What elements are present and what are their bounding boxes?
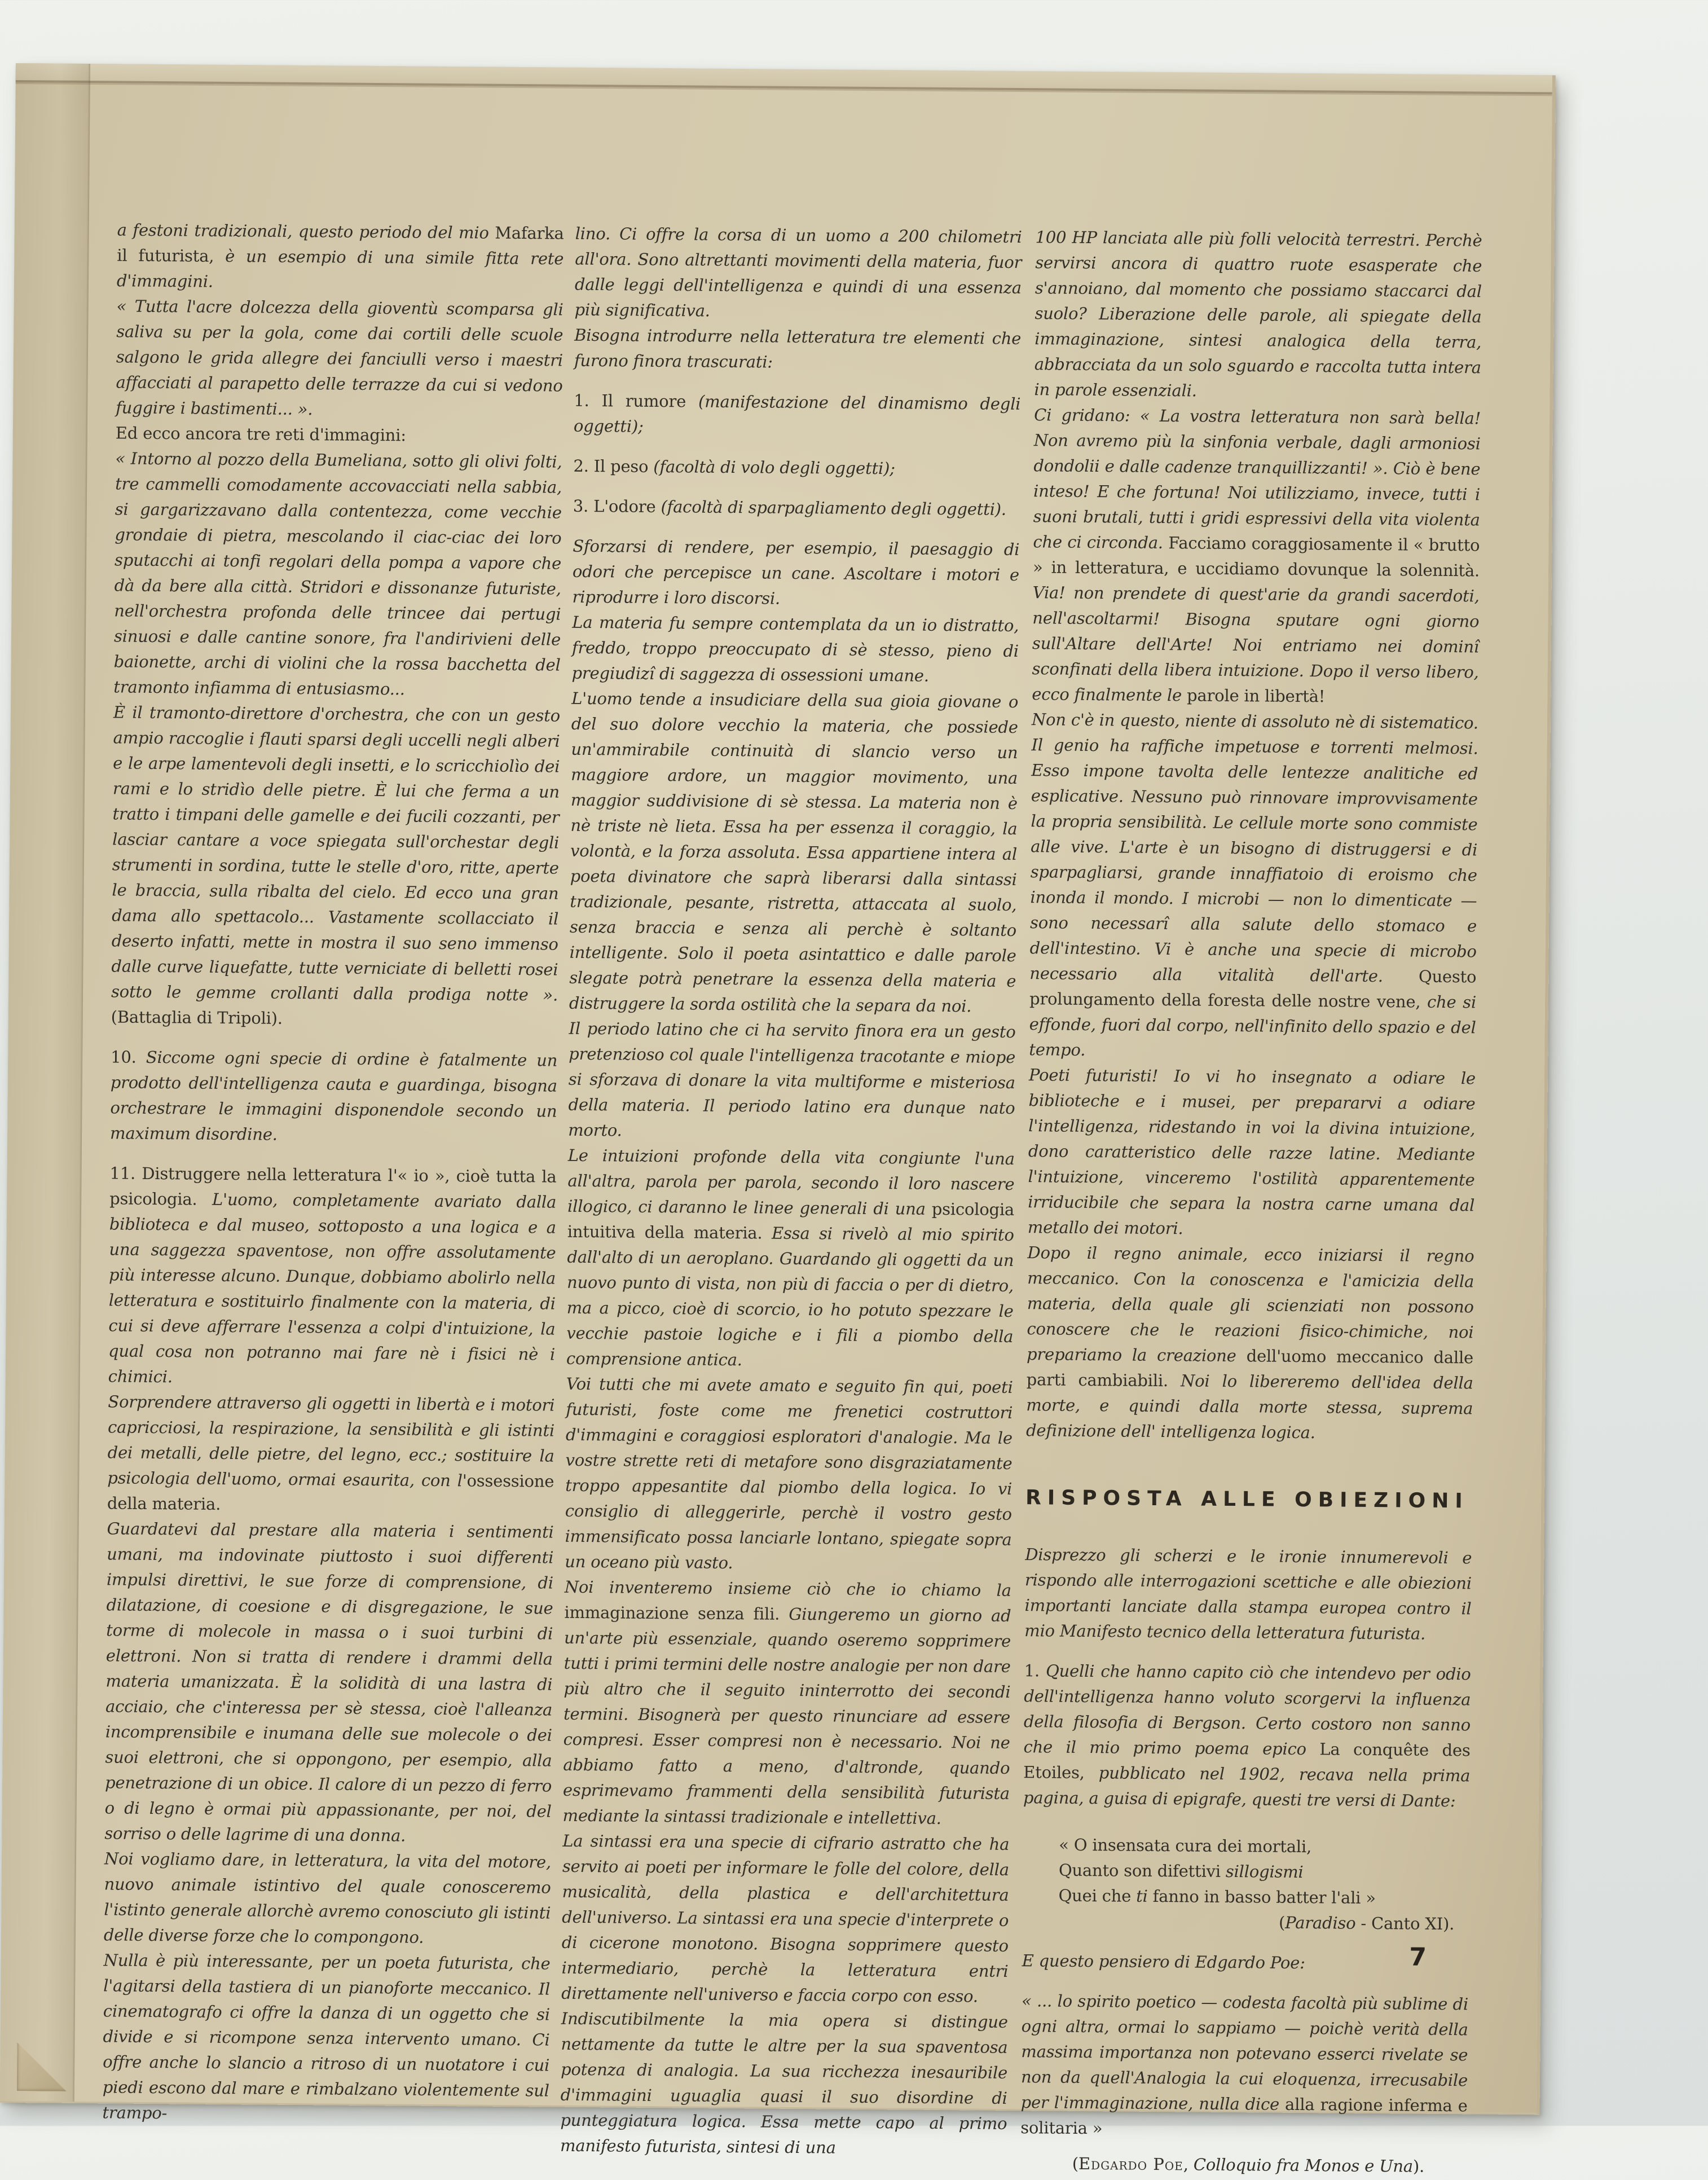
text-run: Colloquio fra Monos e Una (1193, 2155, 1414, 2176)
paragraph (116, 293, 564, 424)
text-run: E questo pensiero di Edgardo Poe: (1022, 1951, 1305, 1973)
text-run: Sorprendere attraverso gli oggetti in libertà e i motori capricciosi, la respirazione, la sensibilità e gli istinti dei metalli, delle pietre, del legno, ecc.; sostituire la psicologia dell'uomo, ormai esaurita, con l' (107, 1392, 555, 1491)
paragraph (560, 2006, 1008, 2162)
paragraph (1022, 1908, 1469, 1937)
paragraph (568, 1016, 1016, 1146)
text-run: Noi lo libereremo dell'idea della morte, e quindi dalla morte stessa, suprema definizione dell' intelligenza logica. (1025, 1371, 1473, 1443)
paragraph (1020, 1988, 1468, 2144)
text-run: immaginazione senza fili. (564, 1602, 789, 1624)
text-run: Le intuizioni profonde della vita congiunte l'una all'altra, parola per parola, secondo il loro nascere illogico, ci daranno le linee generali di una (567, 1145, 1015, 1219)
text-run: « ... lo spirito poetico — codesta facoltà più sublime di ogni altra, ormai lo sappiamo — poichè verità della massima importanza non potevano esserci rivelate se non da quell'Analogia la cui eloquenza, irrecusabile per l'immaginazione, nulla dice (1020, 1991, 1469, 2114)
column-3 (1020, 225, 1482, 2179)
text-run: Il periodo latino che ci ha servito finora era un gesto pretenzioso col quale l'intelligenza tracotante e miope si sforzava di donare la vita multiforme e misteriosa della materia. Il periodo latino era dunque nato morto. (568, 1018, 1016, 1140)
text-run: Mafarka il futurista, (117, 223, 564, 266)
text-run: Guardatevi dal prestare alla materia i sentimenti umani, ma indovinate piuttosto i suoi differenti impulsi direttivi, le sue forze di comprensione, di dilatazione, di coesione e di disgregazione, le sue torme di molecole in massa o i suoi turbini di elettroni. Non si tratta di rendere i drammi della materia umanizzata. È la solidità di una lastra di acciaio, che c'interessa per sè stessa, cioè l'alleanza incomprensibile e inumana delle sue molecole o dei suoi elettroni, che si oppongono, per esempio, alla penetrazione di un obice. Il calore di un pezzo di ferro o di legno è ormai più appassionante, per noi, del sorriso o delle lagrime di una donna. (104, 1519, 554, 1845)
text-run: Quanto son difettivi (1058, 1860, 1226, 1881)
text-run: La conquête des Etoiles, (1023, 1739, 1471, 1783)
text-run: 10. (111, 1047, 146, 1067)
text-run: ossessione della materia. (107, 1471, 554, 1514)
text-run: lino. Ci offre la corsa di un uomo a 200 chilometri all'ora. Sono altrettanti movimenti della materia, fuor dalle leggi dell'intelligenza e quindi di una essenza più significativa. (574, 223, 1022, 320)
text-run: Disprezzo gli scherzi e le ironie innumerevoli e rispondo alle interrogazioni scettiche e alle obiezioni importanti lanciate dalla stampa europea contro il mio Manifesto tecnico della letteratura futurista. (1024, 1545, 1472, 1643)
text-run: fanno in basso batter l'ali » (1147, 1886, 1376, 1908)
text-run: Edgardo Poe (1078, 2153, 1183, 2174)
paragraph (569, 686, 1019, 1019)
column-2 (560, 221, 1022, 2162)
text-run: (facoltà di sparpagliamento degli oggetti). (661, 497, 1007, 519)
text-run: (Battaglia di Tripoli). (111, 1007, 283, 1028)
text-run: RISPOSTA ALLE OBIEZIONI (1025, 1486, 1469, 1513)
paragraph (565, 1372, 1013, 1578)
text-run: Quelli che hanno capito ciò che intendevo per odio dell'intelligenza hanno voluto scorgervi la influenza della filosofia di Bergson. Certo costoro non sanno che il mio primo poema epico (1023, 1661, 1471, 1759)
paragraph (572, 534, 1019, 613)
paragraph (104, 1846, 551, 1951)
text-run: Essa si rivelò al mio spirito dall'alto di un aeroplano. Guardando gli oggetti da un nuovo punto di vista, non più di faccia o per di dietro, ma a picco, cioè di scorcio, io ho potuto spezzare le vecchie pastoie logiche e i fili a piombo della comprensione antica. (566, 1223, 1014, 1370)
text-run: Questo prolungamento della foresta delle nostre vene, (1029, 966, 1477, 1012)
text-run: (facoltà di volo degli oggetti); (653, 456, 895, 478)
text-run: , (1183, 2155, 1194, 2174)
text-run: Noi vogliamo dare, in letteratura, la vita del motore, nuovo animale istintivo del quale conosceremo l'istinto generale allorchè avremo conosciuto gli istinti delle diverse forze che lo compongono. (103, 1849, 552, 1947)
text-run: ti (1136, 1886, 1148, 1906)
column-1 (102, 217, 564, 2129)
text-run: parole in libertà! (1186, 685, 1326, 706)
page-gutter-crease (0, 63, 90, 2102)
text-run: Sforzarsi di rendere, per esempio, il paesaggio di odori che percepisce un cane. Ascoltare i motori e riprodurre i loro discorsi. (572, 536, 1020, 608)
page-sheet (0, 63, 1556, 2176)
paragraph (562, 1575, 1011, 1832)
text-run: Poeti futuristi! Io vi ho insegnato a odiare le biblioteche e i musei, per prepararvi a odiare l'intelligenza, ridestando in voi la divina intuizione, dono caratteristico delle razze latine. Mediante l'intuizione, vinceremo l'ostilità apparentemente irriducibile che separa la nostra carne umana dal metallo dei motori. (1027, 1065, 1476, 1238)
text-run: La sintassi era una specie di cifrario astratto che ha servito ai poeti per informare le folle del colore, della musicalità, della plastica e dell'architettura dell'universo. La sintassi era una specie d'interprete o di cicerone monotono. Bisogna sopprimere questo intermediario, perchè la letteratura entri direttamente nell'universo e faccia corpo con esso. (561, 1831, 1010, 2006)
paragraph (573, 494, 1020, 522)
paragraph (1026, 1240, 1474, 1447)
text-run: È il tramonto-direttore d'orchestra, che con un gesto ampio raccoglie i flauti sparsi degli uccelli negli alberi e le arpe lamentevoli degli insetti, e lo scricchiolìo dei rami e lo stridìo delle pietre. È lui che ferma a un tratto i timpani delle gamelle e dei fucili cozzanti, per lasciar cantare a voce spiegata sull'orchestar degli strumenti in sordina, tutte le stelle d'oro, ritte, aperte le braccia, sulla ribalta del cielo. Ed ecco una gran dama allo spettacolo... Vastamente scollacciato il deserto infatti, mette in mostra il suo seno immenso dalle curve liquefatte, tutte verniciate di belletti rosei sotto le gemme crollanti dalla prodiga notte ». (111, 702, 561, 1005)
text-run: psicologia intuitiva della materia. (567, 1199, 1015, 1243)
paragraph (571, 610, 1019, 689)
paragraph (574, 221, 1022, 326)
paragraph (107, 1389, 555, 1519)
paragraph (111, 700, 561, 1033)
text-run: « O insensata cura dei mortali, (1059, 1835, 1312, 1857)
paragraph (102, 1948, 550, 2129)
paragraph (1028, 1062, 1476, 1243)
text-run: Giungeremo un giorno ad un'arte più essenziale, quando oseremo sopprimere tutti i primi termini delle nostre analogie per non dare più altro che il seguito ininterrotto dei secondi termini. Bisognerà per questo rinunciare ad essere compresi. Esser compresi non è necessario. Noi ne abbiamo fatto a meno, d'altronde, quando esprimevamo frammenti della sensibilità futurista mediante la sintassi tradizionale e intellettiva. (562, 1604, 1011, 1828)
text-run: Indiscutibilmente la mia opera si distingue nettamente da tutte le altre per la sua spaventosa potenza di analogia. La sua ricchezza inesauribile d'immagini uguaglia quasi il suo disordine di punteggiatura logica. Essa mette capo al primo manifesto futurista, sintesi di una (560, 2008, 1008, 2157)
paragraph (561, 1829, 1009, 2010)
paragraph (574, 323, 1022, 377)
paragraph (1029, 707, 1478, 1066)
text-run: Dopo il regno animale, ecco iniziarsi il regno meccanico. Con la conoscenza e l'amicizia della materia, della quale gli scienziati non possono conoscere che le reazioni fisico-chimiche, noi prepariamo la creazione (1026, 1243, 1474, 1366)
paragraph (566, 1143, 1015, 1375)
paragraph (104, 1516, 554, 1849)
text-run: Non c'è in questo, niente di assoluto nè di sistematico. Il genio ha raffiche impetuose e torrenti melmosi. Esso impone tavolta delle lentezze analitiche ed esplicative. Nessuno può rinnovare improvvisamente la propria sensibilità. Le cellule morte sono commiste alle vive. L'arte è un bisogno di distruggersi e di sparpagliarsi, grande innaffiatoio di eroismo che inonda il mondo. I microbi — non lo dimenticate — sono necessarî alla salute dello stomaco e dell'intestino. Vi è anche una specie di microbo necessario alla vitalità dell'arte. (1029, 710, 1479, 986)
text-run: Ed ecco ancora tre reti d'immagini: (115, 423, 407, 445)
text-run: dell'uomo meccanico dalle parti cambiabili. (1026, 1346, 1474, 1391)
text-run: La materia fu sempre contemplata da un io distratto, freddo, troppo preoccupato di sè stesso, pieno di pregiudizî di saggezza di ossessioni umane. (571, 612, 1019, 685)
text-run: Quei che (1058, 1885, 1137, 1906)
paragraph (113, 446, 562, 703)
text-run: 11. Distruggere nella letteratura l'« io », cioè tutta la psicologia. (109, 1163, 557, 1209)
text-run: che si effonde, fuori dal corpo, nell'infinito dello spazio e del tempo. (1029, 992, 1477, 1060)
text-run: 1. Il rumore (574, 390, 699, 411)
text-run: Ci gridano: « La vostra letteratura non sarà bella! Non avremo più la sinfonia verbale, dagli armoniosi dondolii e dalle cadenze tranquillizzanti! ». Ciò è bene inteso! E che fortuna! Noi utilizziamo, invece, tutti i suoni brutali, tutti i gridi espressivi della vita violenta che ci circonda. (1033, 405, 1481, 553)
paragraph (1020, 2151, 1467, 2179)
paragraph (574, 388, 1021, 442)
text-run: 2. Il peso (573, 456, 654, 476)
text-run: 3. L'odore (573, 496, 661, 517)
text-run: è un esempio di una simile fitta rete d'immagini. (116, 246, 564, 291)
text-run: alla ragione inferma e solitaria » (1020, 2094, 1468, 2138)
text-run: (manifestazione del dinamismo degli oggetti); (573, 392, 1021, 436)
paragraph (1058, 1883, 1469, 1912)
section-heading (1025, 1485, 1472, 1514)
text-run: pubblicato nel 1902, recava nella prima pagina, a guisa di epigrafe, questi tre versi di Dante: (1023, 1763, 1471, 1811)
text-run: Voi tutti che mi avete amato e seguito fin qui, poeti futuristi, foste come me frenetici costruttori d'immagini e coraggiosi esploratori d'analogie. Ma le vostre strette reti di metafore sono disgraziatamente troppo appesantite dal piombo della logica. Io vi consiglio di alleggerirle, perchè il vostro gesto immensificato possa lanciarle lontano, spiegate sopra un oceano più vasto. (565, 1374, 1013, 1573)
text-run: Siccome ogni specie di ordine è fatalmente un prodotto dell'intelligenza cauta e guardinga, bisogna orchestrare le immagini disponendole secondo un maximum disordine. (109, 1047, 558, 1144)
paragraph (1059, 1858, 1469, 1887)
paragraph (117, 217, 564, 297)
text-run: - Canto XI). (1355, 1913, 1455, 1934)
paragraph (1032, 402, 1481, 710)
paragraph (1034, 225, 1482, 406)
paragraph (1023, 1658, 1471, 1814)
text-run: Via! non prendete di quest'arie da grandi sacerdoti, nell'ascoltarmi! Bisogna sputare ogni giorno sull'Altare dell'Arte! Noi entriamo nei dominî sconfinati della libera intuizione. Dopo il verso libero, ecco finalmente le (1032, 583, 1480, 705)
page-number: 7 (1409, 1942, 1427, 1972)
text-run: L'uomo tende a insudiciare della sua gioia giovane o del suo dolore vecchio la materia, che possiede un'ammirabile continuità di slancio verso un maggiore ardore, un maggior movimento, una maggior suddivisione di sè stessa. La materia non è nè triste nè lieta. Essa ha per essenza il coraggio, la volontà, e la forza assoluta. Essa appartiene intera al poeta divinatore che saprà liberarsi dalla sintassi tradizionale, pesante, ristretta, attaccata al suolo, senza braccia e senza ali perchè è soltanto intelligente. Solo il poeta asintattico e dalle parole slegate potrà penetrare la essenza della materia e distruggere la sorda ostilità che la separa da noi. (569, 688, 1019, 1016)
paragraph (110, 1044, 557, 1149)
text-run: sillogismi (1225, 1861, 1304, 1882)
text-run: Facciamo coraggiosamente il « brutto » in letteratura, e uccidiamo dovunque la solennità. (1032, 533, 1480, 581)
text-run: Bisogna introdurre nella letteratura tre elementi che furono finora trascurati: (574, 325, 1022, 372)
text-run: Noi inventeremo insieme ciò che io chiamo la (564, 1577, 1011, 1600)
paragraph (1024, 1542, 1472, 1647)
text-run: 100 HP lanciata alle più folli velocità terrestri. Perchè servirsi ancora di quattro ruote esasperate che s'annoiano, dal momento che possiamo staccarci dal suolo? Liberazione delle parole, ali spiegate della immaginazione, sintesi analogica della terra, abbracciata da un solo sguardo e raccolta tutta intera in parole essenziali. (1034, 227, 1482, 401)
text-run: Nulla è più interessante, per un poeta futurista, che l'agitarsi della tastiera di un pianoforte meccanico. Il cinematografo ci offre la danza di un oggetto che si divide e si ricompone senza intervento umano. Ci offre anche lo slancio a ritroso di un nuotatore i cui piedi escono dal mare e rimbalzano violentemente sul trampo- (102, 1950, 551, 2123)
text-run: L'uomo, completamente avariato dalla biblioteca e dal museo, sottoposto a una logica e a una saggezza spaventose, non offre assolutamente più interesse alcuno. Dunque, dobbiamo abolirlo nella letteratura e sostituirlo finalmente con la materia, di cui si deve afferrare l'essenza a colpi d'intuizione, la qual cosa non potranno mai fare nè i fisici nè i chimici. (108, 1189, 557, 1387)
text-run: a festoni tradizionali, questo periodo del mio (117, 220, 495, 243)
paragraph (1059, 1832, 1469, 1861)
paragraph (108, 1161, 557, 1392)
text-run: 1. (1024, 1661, 1046, 1681)
paragraph (116, 420, 562, 449)
text-run: ). (1412, 2156, 1425, 2176)
text-run: ( (1072, 2153, 1079, 2173)
text-run: « Intorno al pozzo della Bumeliana, sotto gli olivi folti, tre cammelli comodamente accovacciati nella sabbia, si gargarizzavano dalla contentezza, come vecchie grondaie di pietra, mescolando il ciac-ciac dei loro sputacchi ai tonfi regolari della pompa a vapore che dà da bere alla città. Stridori e dissonanze futuriste, nell'orchestra profonda delle trincee dai pertugi sinuosi e dalle cantine sonore, fra l'andirivieni delle baionette, archi di violini che la rossa bacchetta del tramonto infiamma di entusiasmo... (113, 449, 562, 699)
page-top-edge (16, 63, 1552, 94)
text-run: Paradiso (1285, 1913, 1356, 1933)
paragraph (573, 454, 1020, 482)
text-run: ( (1278, 1913, 1286, 1932)
text-run: « Tutta l'acre dolcezza della gioventù scomparsa gli saliva su per la gola, come dai cortili delle scuole salgono le grida allegre dei fanciulli verso i maestri affacciati al parapetto delle terrazze da cui si vedono fuggire i bastimenti... ». (116, 296, 564, 419)
